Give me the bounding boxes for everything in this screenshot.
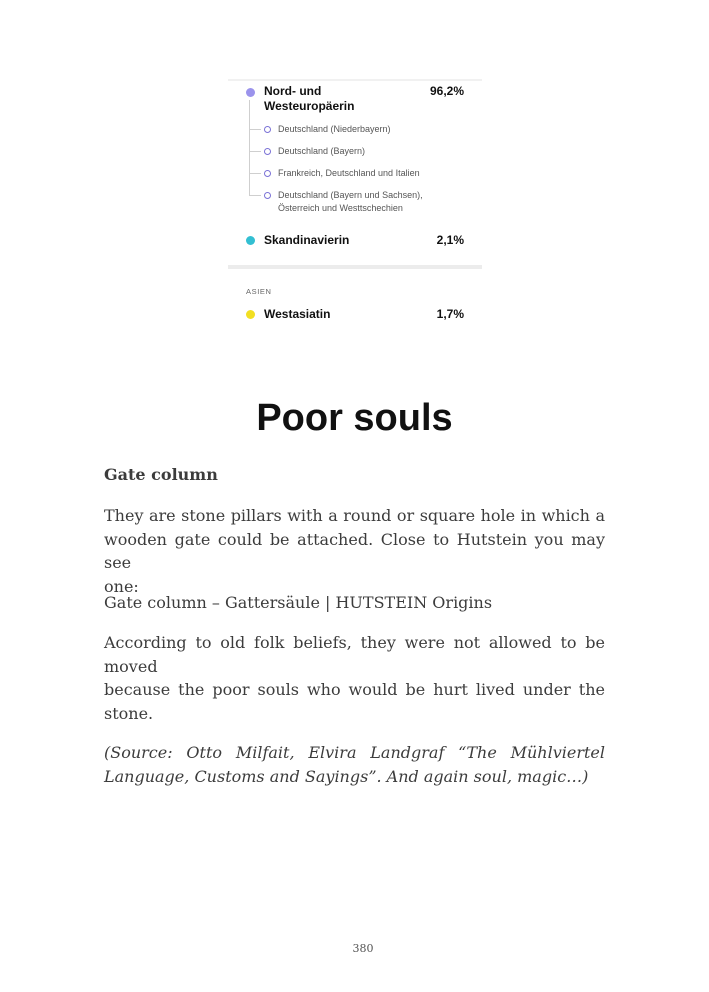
nord-westeuropa-percent: 96,2%: [429, 84, 464, 98]
paragraph-folk-belief: According to old folk beliefs, they were not allowed to be moved because the poor souls who would be hurt lived under the stone.: [104, 633, 605, 723]
sub-region-frankreich: Frankreich, Deutschland und Italien: [278, 168, 420, 178]
sub-region-bayern-sachsen: Deutschland (Bayern und Sachsen), Österreich und Westtschechien: [278, 190, 423, 213]
figure-top-border: [228, 79, 482, 81]
skandinavien-label: Skandinavierin: [264, 233, 350, 247]
sub-region-dot: [264, 148, 271, 155]
westasien-percent: 1,7%: [436, 307, 464, 321]
tree-connector-line: [249, 100, 250, 195]
tree-branch: [249, 151, 261, 152]
skandinavien-dot: [246, 236, 255, 245]
skandinavien-percent: 2,1%: [436, 233, 464, 247]
section-subheading: Gate column: [104, 465, 218, 484]
tree-branch: [249, 195, 261, 196]
westasien-dot: [246, 310, 255, 319]
sub-region-bayern: Deutschland (Bayern): [278, 146, 366, 156]
nord-westeuropa-dot: [246, 88, 255, 97]
region-heading-asien: ASIEN: [246, 287, 272, 296]
nord-westeuropa-label: Nord- und Westeuropäerin: [264, 84, 355, 113]
figure-separator: [228, 265, 482, 269]
tree-branch: [249, 173, 261, 174]
sub-region-dot: [264, 170, 271, 177]
paragraph-description: They are stone pillars with a round or square hole in which a wooden gate could be attached. Close to Hutstein you may see one:: [104, 506, 605, 596]
sub-region-dot: [264, 192, 271, 199]
tree-branch: [249, 129, 261, 130]
ancestry-figure: [228, 79, 482, 327]
sub-region-niederbayern: Deutschland (Niederbayern): [278, 124, 391, 134]
gate-column-reference: Gate column – Gattersäule | HUTSTEIN Origins: [104, 593, 493, 612]
westasien-label: Westasiatin: [264, 307, 331, 321]
page-number: 380: [352, 942, 374, 955]
source-citation: (Source: Otto Milfait, Elvira Landgraf “The Mühlviertel Language, Customs and Sayings”. And again soul, magic…): [104, 743, 605, 786]
page-title: Poor souls: [256, 397, 453, 439]
sub-region-dot: [264, 126, 271, 133]
